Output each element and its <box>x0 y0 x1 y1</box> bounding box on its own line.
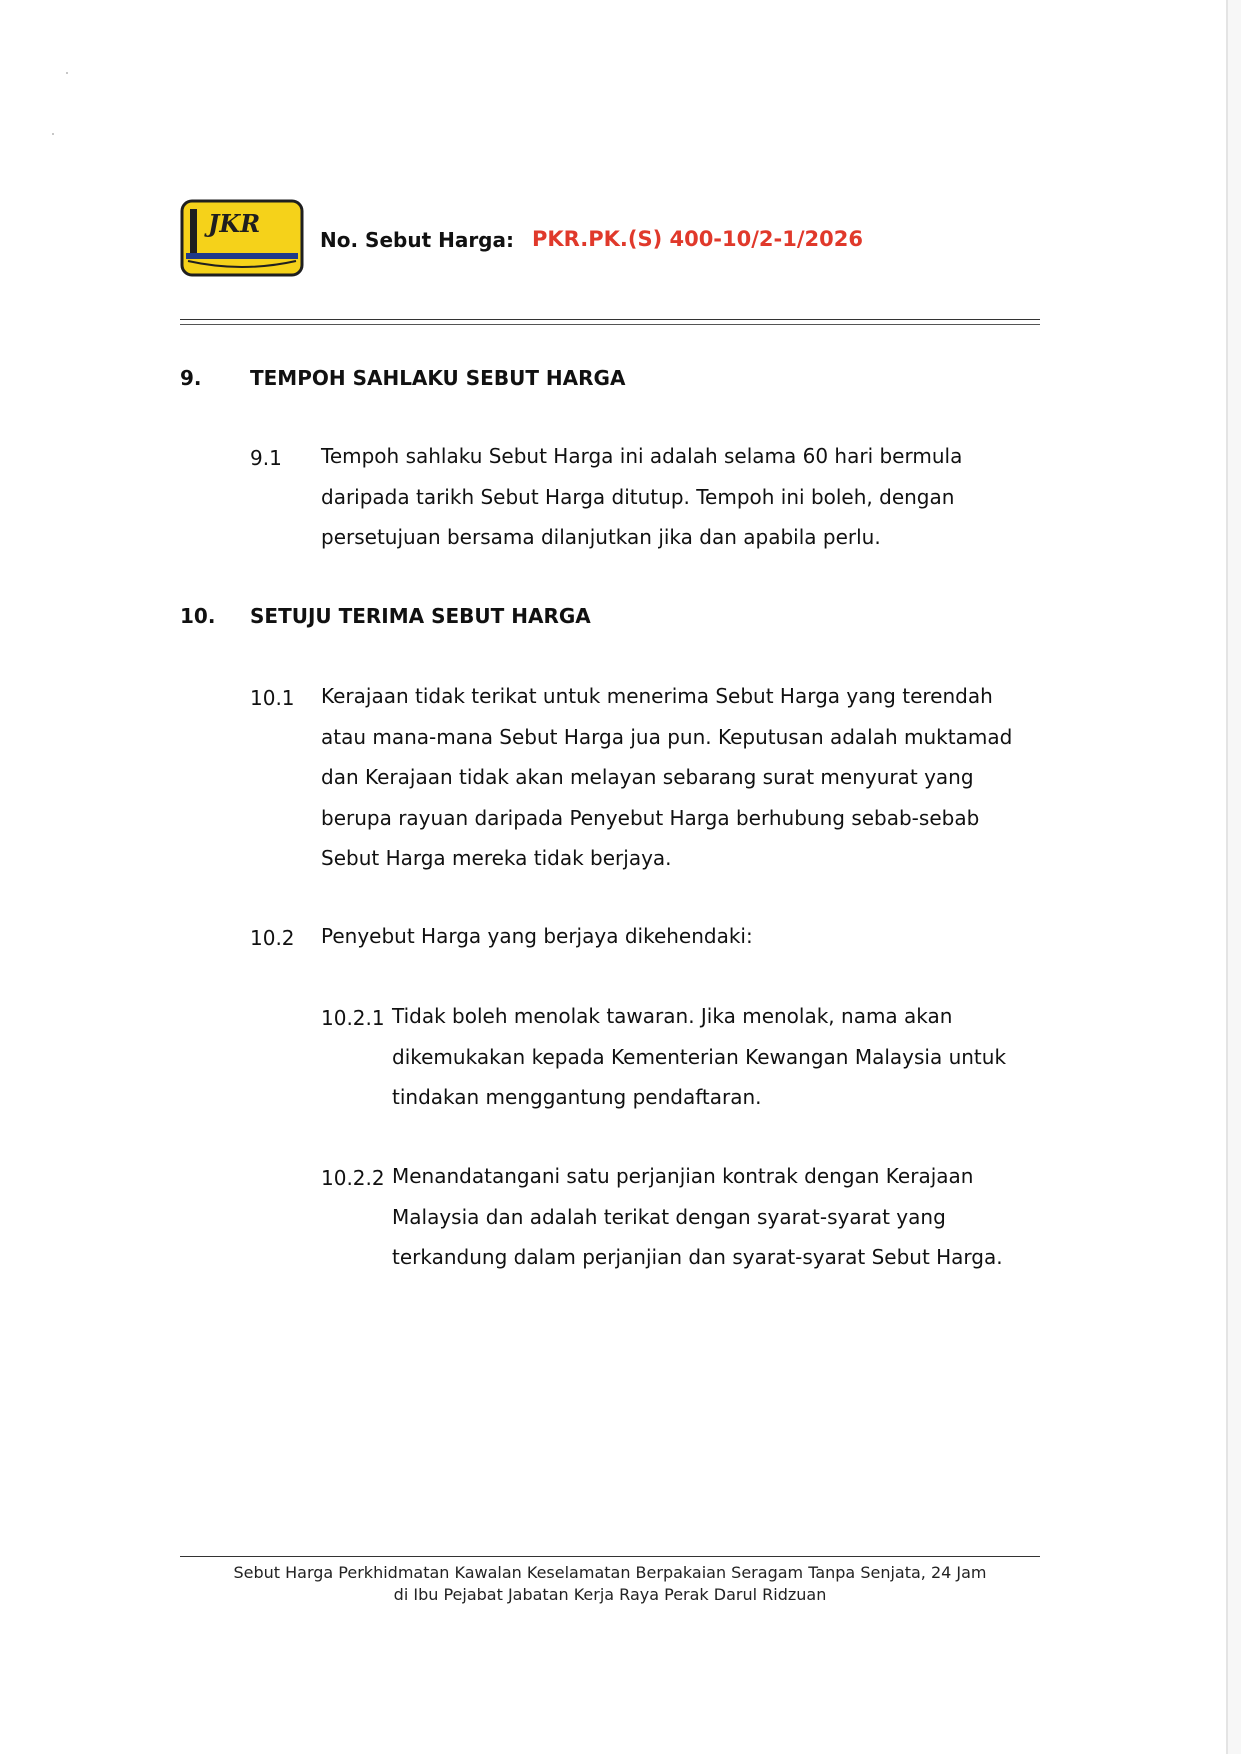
header-rule <box>180 324 1040 325</box>
clause-number: 10.2 <box>250 926 295 950</box>
section-number: 9. <box>180 366 202 390</box>
section-number: 10. <box>180 604 216 628</box>
footer-line: Sebut Harga Perkhidmatan Kawalan Keselamatan Berpakaian Seragam Tanpa Senjata, 24 Jam <box>233 1563 987 1582</box>
footer-line: di Ibu Pejabat Jabatan Kerja Raya Perak Darul Ridzuan <box>393 1585 827 1604</box>
header-rule <box>180 319 1040 320</box>
clause-text: Tempoh sahlaku Sebut Harga ini adalah selama 60 hari bermula daripada tarikh Sebut Harga ditutup. Tempoh ini boleh, dengan persetujuan bersama dilanjutkan jika dan apabila perlu. <box>321 444 963 549</box>
clause-text: Kerajaan tidak terikat untuk menerima Sebut Harga yang terendah atau mana-mana Sebut Harga jua pun. Keputusan adalah muktamad dan Kerajaan tidak akan melayan sebarang surat menyurat yang berupa rayuan daripada Penyebut Harga berhubung sebab-sebab Sebut Harga mereka tidak berjaya. <box>321 684 1013 870</box>
jkr-logo <box>180 199 304 277</box>
section-heading: TEMPOH SAHLAKU SEBUT HARGA <box>250 366 626 390</box>
subclause-number: 10.2.1 <box>321 1006 385 1030</box>
footer-rule <box>180 1556 1040 1557</box>
quotation-number-label: No. Sebut Harga: <box>320 228 514 252</box>
subclause-text: Tidak boleh menolak tawaran. Jika menolak, nama akan dikemukakan kepada Kementerian Kewangan Malaysia untuk tindakan menggantung pendaftaran. <box>392 1004 1007 1109</box>
section-heading: SETUJU TERIMA SEBUT HARGA <box>250 604 591 628</box>
subclause-text: Menandatangani satu perjanjian kontrak dengan Kerajaan Malaysia dan adalah terikat dengan syarat-syarat yang terkandung dalam perjanjian dan syarat-syarat Sebut Harga. <box>392 1164 1003 1269</box>
clause-text: Penyebut Harga yang berjaya dikehendaki: <box>321 924 753 948</box>
clause-number: 10.1 <box>250 686 295 710</box>
logo-text: JKR <box>208 209 261 238</box>
subclause-number: 10.2.2 <box>321 1166 385 1190</box>
scan-speck <box>52 133 54 135</box>
page-footer <box>180 1562 1040 1606</box>
clause-number: 9.1 <box>250 446 282 470</box>
scan-speck <box>66 72 68 74</box>
quotation-number-value: PKR.PK.(S) 400-10/2-1/2026 <box>532 227 863 251</box>
